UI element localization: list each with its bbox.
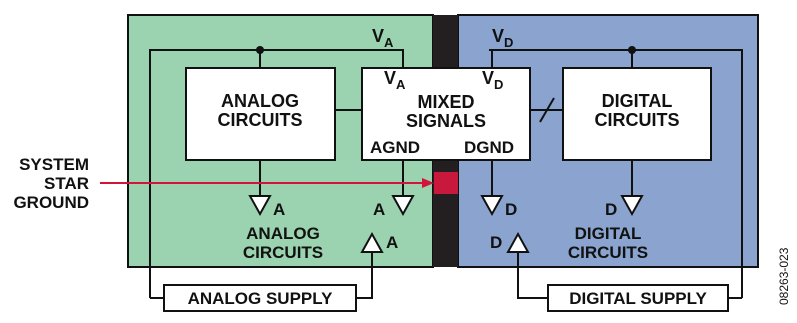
analog-supply-label: ANALOG SUPPLY: [187, 289, 333, 308]
digital-supply-label: DIGITAL SUPPLY: [569, 289, 707, 308]
dgnd-label: DGND: [464, 138, 515, 157]
agnd-ground-label: A: [373, 200, 386, 219]
analog-block-line1: ANALOG: [221, 91, 299, 111]
vd-top-label: $V_D$: [492, 26, 514, 50]
star-ground-label-1: SYSTEM: [19, 155, 89, 174]
analog-region-label-1: ANALOG: [246, 224, 320, 243]
analog-region-label-2: CIRCUITS: [242, 243, 324, 262]
star-ground-label-2: STAR: [43, 174, 89, 193]
mixed-block-line2: SIGNALS: [405, 111, 487, 131]
junction-dot-digital: [628, 46, 636, 54]
dgnd-ground-label: D: [505, 200, 518, 219]
digital-region-label-1: DIGITAL: [574, 224, 642, 243]
mixed-block-line1: MIXED: [417, 92, 475, 112]
digital-block-line2: CIRCUITS: [594, 110, 680, 130]
analog-block-line2: CIRCUITS: [217, 110, 303, 130]
mixed-va-label: $V_A$: [384, 68, 406, 92]
analog-ground-label: A: [273, 200, 286, 219]
digital-supply-tri-label: D: [490, 233, 503, 252]
mixed-vd-label: $V_D$: [482, 68, 504, 92]
agnd-label: AGND: [370, 138, 421, 157]
digital-region-label-2: CIRCUITS: [567, 243, 649, 262]
junction-dot-analog: [256, 46, 264, 54]
star-ground-label-3: GROUND: [13, 193, 89, 212]
star-ground-marker: [434, 172, 458, 194]
digital-ground-label: D: [605, 200, 618, 219]
va-top-label: $V_A$: [372, 26, 394, 50]
digital-block-line1: DIGITAL: [601, 91, 673, 111]
figure-id: 08263-023: [777, 247, 791, 305]
analog-supply-tri-label: A: [386, 233, 399, 252]
